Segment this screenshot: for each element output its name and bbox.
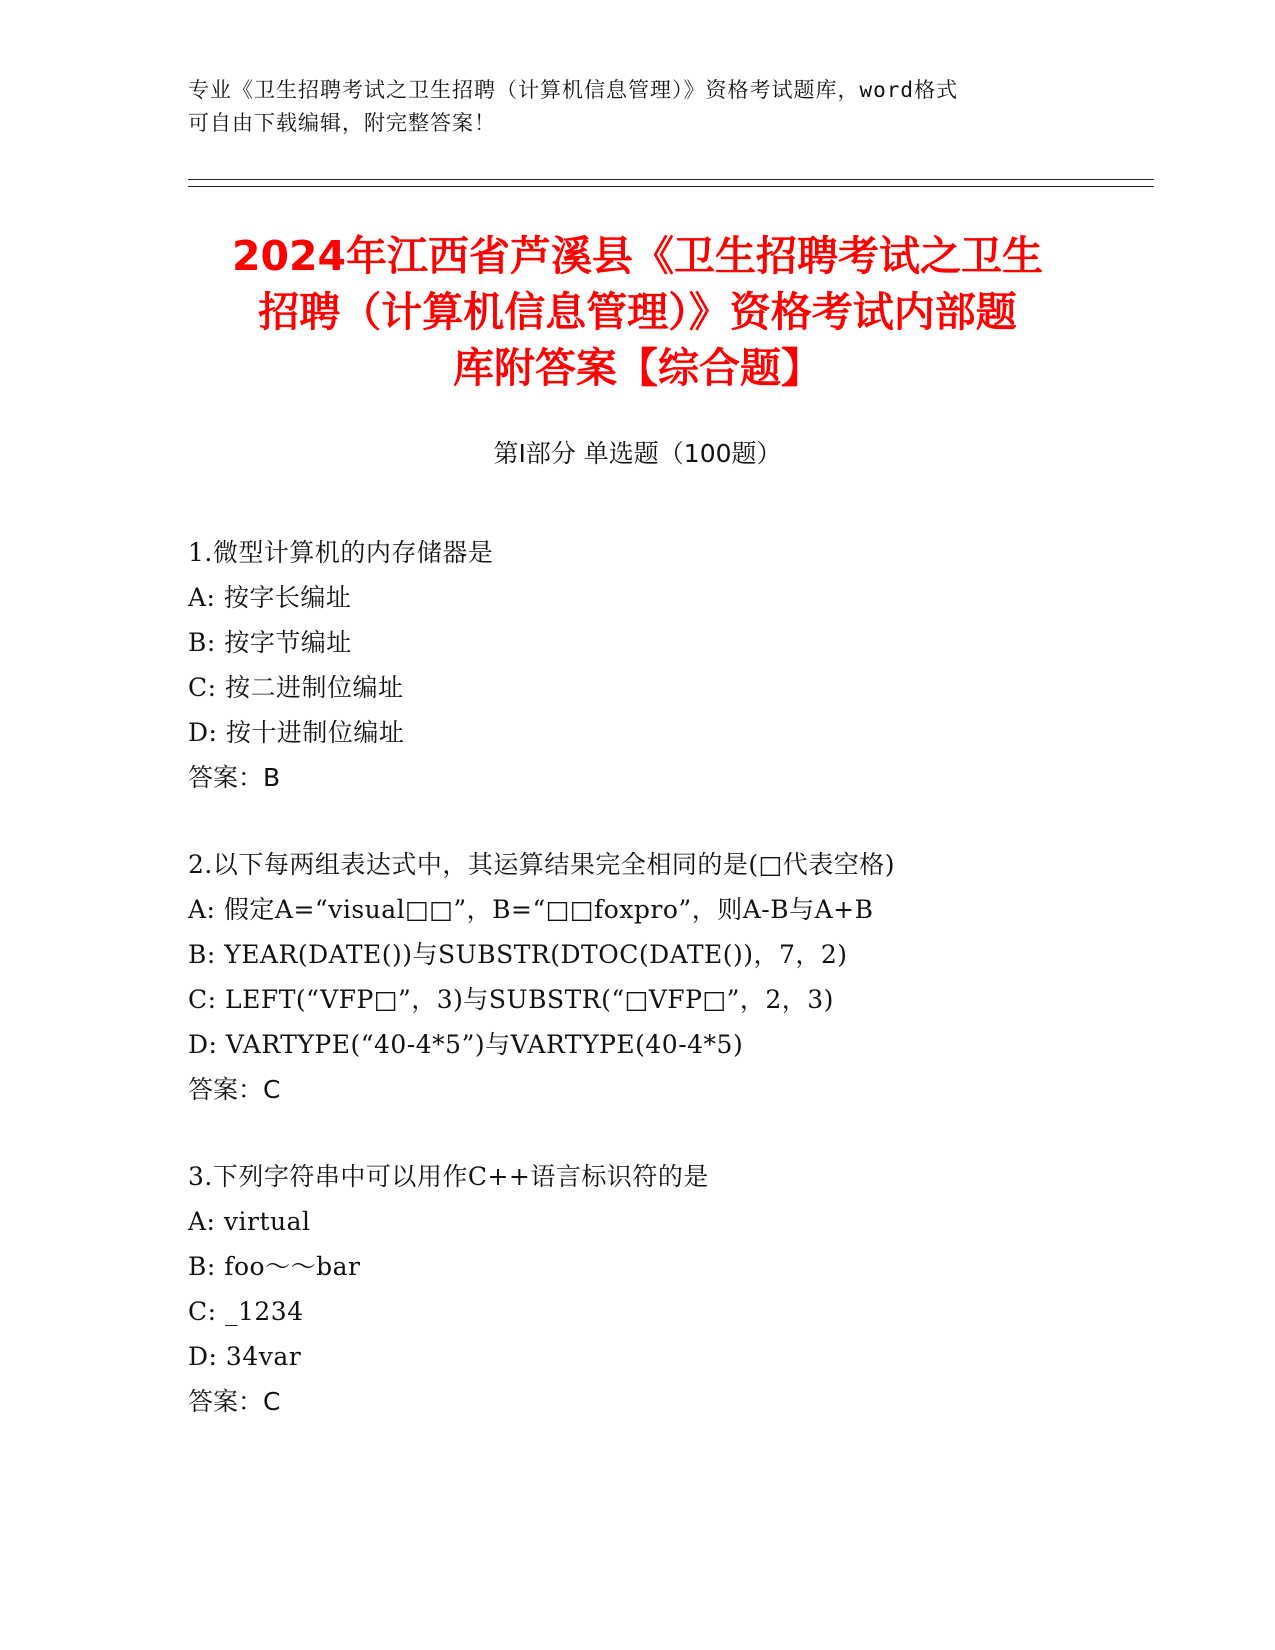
question-stem: 2.以下每两组表达式中，其运算结果完全相同的是(□代表空格) [188, 850, 895, 879]
header-divider-top [188, 179, 1154, 180]
document-title [160, 228, 1115, 396]
option-a: A: virtual [188, 1207, 311, 1236]
question-item [188, 842, 1148, 1112]
title-line-1: 2024年江西省芦溪县《卫生招聘考试之卫生 [231, 232, 1044, 280]
section-heading: 第Ⅰ部分 单选题（100题） [493, 439, 782, 468]
question-stem: 1.微型计算机的内存储器是 [188, 538, 494, 567]
header-note-line-2: 可自由下载编辑，附完整答案！ [188, 111, 496, 135]
header-note-line-1: 专业《卫生招聘考试之卫生招聘（计算机信息管理）》资格考试题库，word格式 [188, 78, 959, 102]
question-item [188, 1154, 1148, 1424]
option-d: D: 按十进制位编址 [188, 718, 405, 747]
answer-text: 答案：C [188, 1387, 281, 1416]
option-d: D: 34var [188, 1342, 302, 1371]
document-header-note [188, 74, 1088, 140]
option-b: B: YEAR(DATE())与SUBSTR(DTOC(DATE())，7，2) [188, 940, 848, 969]
option-b: B: foo～～bar [188, 1252, 361, 1281]
question-list [188, 530, 1148, 1466]
header-divider-bottom [188, 186, 1154, 187]
question-item [188, 530, 1148, 800]
answer-text: 答案：B [188, 763, 281, 792]
title-line-2: 招聘（计算机信息管理）》资格考试内部题 [258, 288, 1017, 336]
option-b: B: 按字节编址 [188, 628, 352, 657]
question-stem: 3.下列字符串中可以用作C++语言标识符的是 [188, 1162, 709, 1191]
option-a: A: 假定A=“visual□□”，B=“□□foxpro”，则A-B与A+B [188, 895, 874, 924]
option-c: C: 按二进制位编址 [188, 673, 404, 702]
answer-text: 答案：C [188, 1075, 281, 1104]
option-c: C: LEFT(“VFP□”，3)与SUBSTR(“□VFP□”，2，3) [188, 985, 834, 1014]
option-c: C: _1234 [188, 1297, 304, 1326]
option-d: D: VARTYPE(“40-4*5”)与VARTYPE(40-4*5) [188, 1030, 744, 1059]
title-line-3: 库附答案【综合题】 [453, 344, 822, 392]
option-a: A: 按字长编址 [188, 583, 352, 612]
